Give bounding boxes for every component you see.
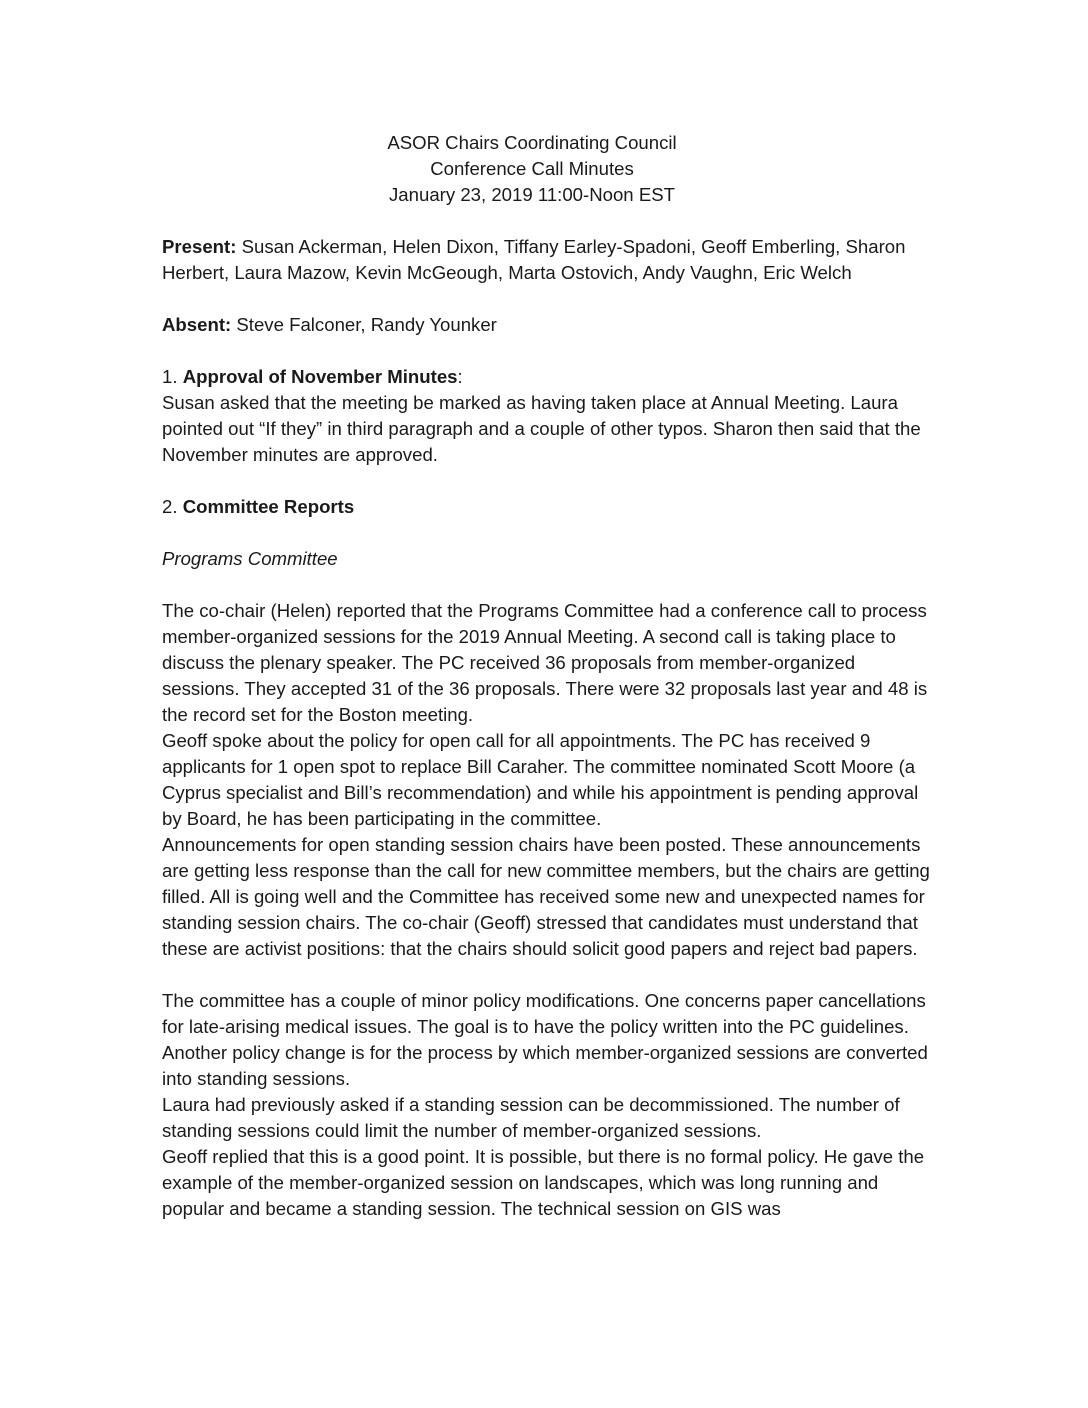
document-header (146, 130, 918, 208)
absent-label: Absent: (162, 314, 232, 335)
attendees-absent (162, 312, 934, 338)
section-1-colon: : (457, 366, 463, 387)
header-organization: ASOR Chairs Coordinating Council (387, 132, 677, 153)
section-1-heading (162, 364, 934, 390)
programs-paragraph-4: The committee has a couple of minor policy modifications. One concerns paper cancellations for late-arising medical issues. The goal is to have the policy written into the PC guidelines. Another policy change is for the process by which member-organized sessions are converted into standing sessions. (162, 990, 928, 1089)
programs-paragraph-2: Geoff spoke about the policy for open call for all appointments. The PC has received 9 applicants for 1 open spot to replace Bill Caraher. The committee nominated Scott Moore (a Cyprus specialist and Bill’s recommendation) and while his appointment is pending approval by Board, he has been participating in the committee. (162, 730, 919, 829)
header-date: January 23, 2019 11:00-Noon EST (389, 184, 675, 205)
header-title: Conference Call Minutes (430, 158, 634, 179)
present-label: Present: (162, 236, 237, 257)
minutes-body (162, 130, 934, 1222)
absent-names: Steve Falconer, Randy Younker (231, 314, 497, 335)
section-1-body: Susan asked that the meeting be marked as having taken place at Annual Meeting. Laura pointed out “If they” in third paragraph and a couple of other typos. Sharon then said that the November minutes are approved. (162, 392, 921, 465)
section-1-title: Approval of November Minutes (182, 366, 458, 387)
programs-paragraph-6: Geoff replied that this is a good point. It is possible, but there is no formal policy. He gave the example of the member-organized session on landscapes, which was long running and popular and became a standing session. The technical session on GIS was (162, 1146, 925, 1219)
section-2-title: Committee Reports (182, 496, 355, 517)
section-2-heading (162, 494, 934, 520)
section-2-number: 2. (162, 496, 183, 517)
programs-committee-subheading: Programs Committee (162, 548, 338, 569)
section-1-number: 1. (162, 366, 183, 387)
present-names: Susan Ackerman, Helen Dixon, Tiffany Earley-Spadoni, Geoff Emberling, Sharon Herbert, Laura Mazow, Kevin McGeough, Marta Ostovich, Andy Vaughn, Eric Welch (162, 236, 906, 283)
programs-paragraph-1: The co-chair (Helen) reported that the Programs Committee had a conference call to process member-organized sessions for the 2019 Annual Meeting. A second call is taking place to discuss the plenary speaker. The PC received 36 proposals from member-organized sessions. They accepted 31 of the 36 proposals. There were 32 proposals last year and 48 is the record set for the Boston meeting. (162, 600, 928, 725)
programs-paragraph-5: Laura had previously asked if a standing session can be decommissioned. The number of standing sessions could limit the number of member-organized sessions. (162, 1094, 900, 1141)
attendees-present (162, 234, 934, 286)
programs-paragraph-3: Announcements for open standing session chairs have been posted. These announcements are getting less response than the call for new committee members, but the chairs are getting filled. All is going well and the Committee has received some new and unexpected names for standing session chairs. The co-chair (Geoff) stressed that candidates must understand that these are activist positions: that the chairs should solicit good papers and reject bad papers. (162, 834, 930, 959)
